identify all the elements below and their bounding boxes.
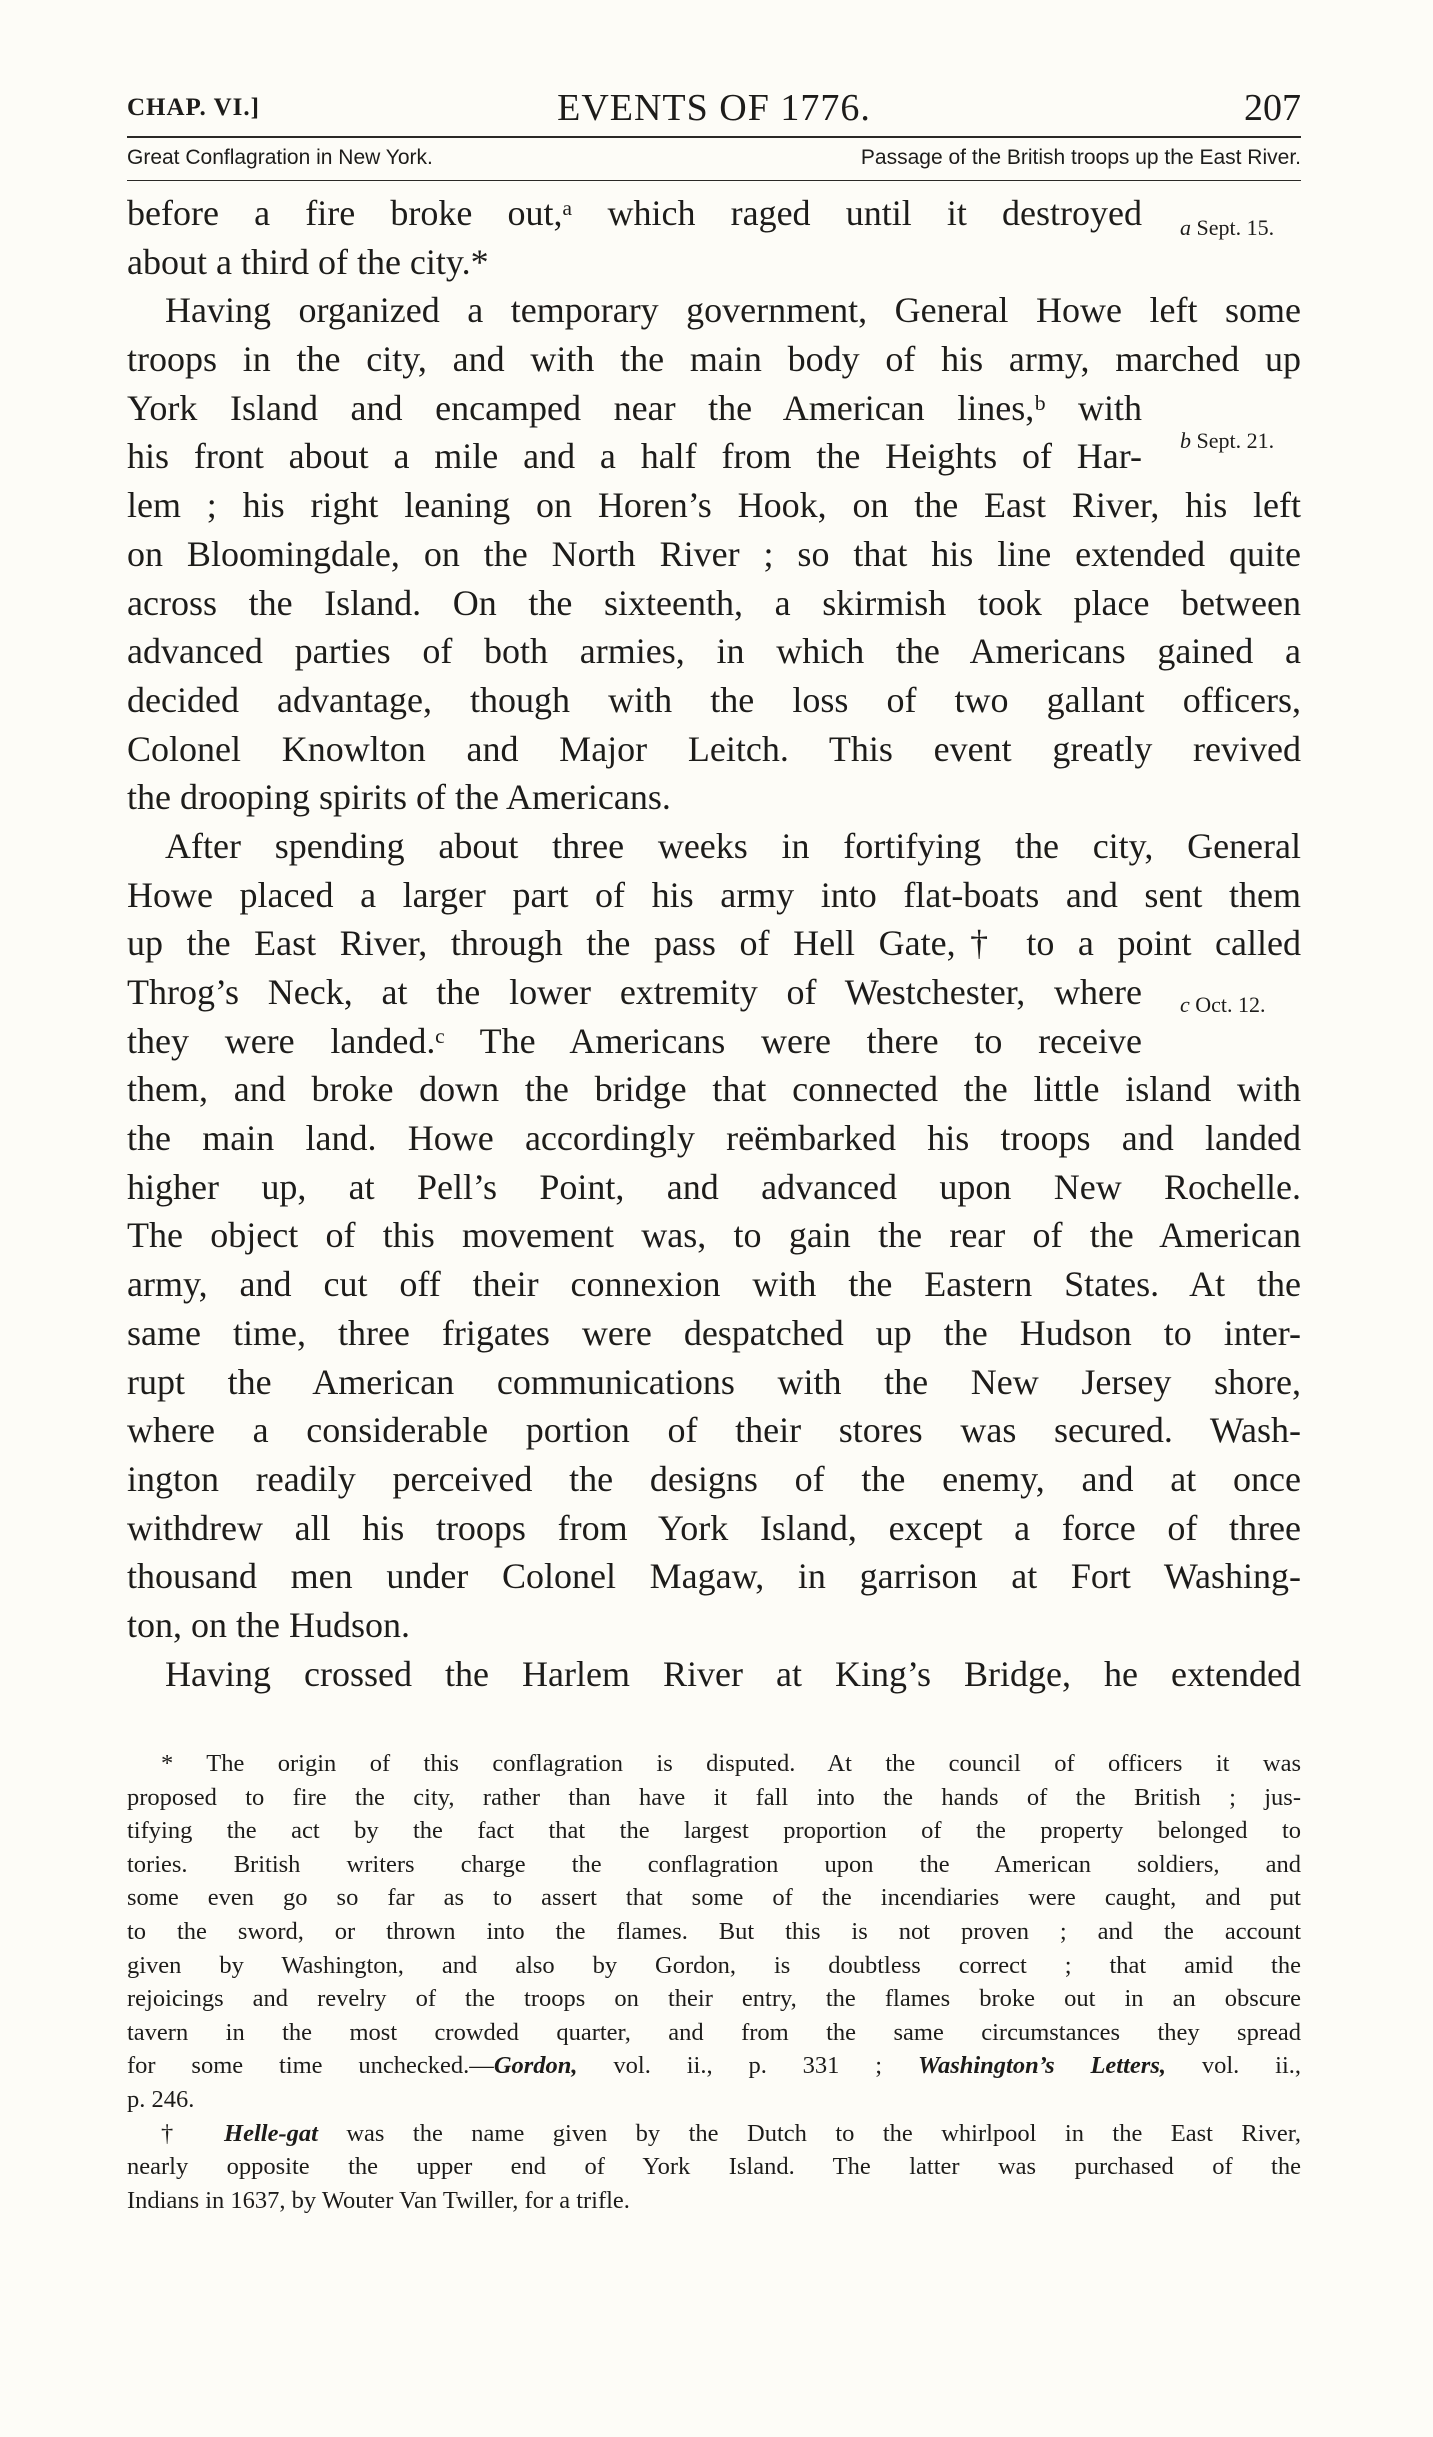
margin-note-letter: b — [1180, 428, 1191, 453]
text-line: Throg’s Neck, at the lower extremity of Westchester, where — [127, 972, 1142, 1012]
text-line: on Bloomingdale, on the North River ; so that his line extended quite — [127, 533, 1301, 574]
subhead-left: Great Conflagration in New York. — [127, 146, 433, 169]
chapter-label: CHAP. VI.] — [127, 94, 260, 121]
text-line: rupt the American communications with the New Jersey shore, — [127, 1361, 1301, 1402]
text-line: York Island and encamped near the American lines,ᵇ with — [127, 387, 1142, 428]
text-line: After spending about three weeks in fortifying the city, General — [165, 825, 1301, 866]
citation-gordon-ref: vol. ii., p. 331 ; — [577, 2052, 918, 2080]
footnote-line: tories. British writers charge the conflagration upon the American soldiers, and — [127, 1850, 1301, 1878]
text-line: them, and broke down the bridge that connected the little island with — [127, 1069, 1301, 1110]
page-title: EVENTS OF 1776. — [557, 87, 871, 129]
running-header — [127, 86, 1301, 134]
text-line: Colonel Knowlton and Major Leitch. This event greatly revived — [127, 728, 1301, 769]
subhead-right: Passage of the British troops up the East River. — [860, 146, 1301, 169]
text-line: across the Island. On the sixteenth, a skirmish took place between — [127, 582, 1301, 623]
footnote-line: p. 246. — [127, 2085, 195, 2113]
body-text — [127, 189, 1301, 1698]
footnote-text: for some time unchecked.— — [127, 2052, 494, 2080]
margin-note-b — [1180, 428, 1274, 454]
text-line: ington readily perceived the designs of the enemy, and at once — [127, 1458, 1301, 1499]
citation-letters: Washington’s Letters, — [917, 2052, 1166, 2080]
text-line: troops in the city, and with the main body of his army, marched up — [127, 339, 1301, 380]
text-line: Having crossed the Harlem River at King’s Bridge, he extended — [165, 1653, 1301, 1694]
hellegat-text: was the name given by the Dutch to the whirlpool in the East River, — [317, 2119, 1301, 2147]
text-line: higher up, at Pell’s Point, and advanced upon New Rochelle. — [127, 1166, 1301, 1207]
text-line: where a considerable portion of their stores was secured. Wash- — [127, 1410, 1301, 1451]
footnote-line: Indians in 1637, by Wouter Van Twiller, for a trifle. — [127, 2186, 630, 2214]
margin-note-letter: a — [1180, 215, 1191, 240]
margin-note-a — [1180, 215, 1274, 241]
running-subheader — [127, 146, 1301, 176]
text-line: The object of this movement was, to gain the rear of the American — [127, 1215, 1301, 1256]
text-line: Howe placed a larger part of his army into flat-boats and sent them — [127, 874, 1301, 915]
hellegat-term: Helle-gat — [224, 2119, 318, 2147]
page-number: 207 — [1244, 87, 1301, 129]
text-line: thousand men under Colonel Magaw, in garrison at Fort Washing- — [127, 1556, 1301, 1597]
footnote-line: * The origin of this conflagration is disputed. At the council of officers it was — [161, 1750, 1301, 1777]
margin-note-letter: c — [1180, 992, 1190, 1017]
footnote-line: rejoicings and revelry of the troops on their entry, the flames broke out in an obscure — [127, 1985, 1301, 2013]
footnote-line: nearly opposite the upper end of York Island. The latter was purchased of the — [127, 2153, 1301, 2181]
text-line: the main land. Howe accordingly reëmbarked his troops and landed — [127, 1118, 1301, 1159]
footnote-line: some even go so far as to assert that some of the incendiaries were caught, and put — [127, 1884, 1301, 1912]
citation-letters-ref: vol. ii., — [1166, 2052, 1302, 2080]
footnote-line: tifying the act by the fact that the largest proportion of the property belonged to — [127, 1817, 1301, 1845]
footnote-hellegat-line — [127, 2117, 1301, 2151]
footnote-citation-line — [127, 2049, 1301, 2083]
text-line: advanced parties of both armies, in which the Americans gained a — [127, 631, 1301, 672]
footnotes — [127, 1747, 1301, 2217]
text-line: army, and cut off their connexion with the Eastern States. At the — [127, 1264, 1301, 1305]
text-line: withdrew all his troops from York Island, except a force of three — [127, 1507, 1301, 1548]
margin-note-date: Oct. 12. — [1195, 992, 1266, 1017]
margin-note-c — [1180, 992, 1266, 1018]
footnote-line: given by Washington, and also by Gordon, is doubtless correct ; that amid the — [127, 1951, 1301, 1979]
text-line: lem ; his right leaning on Horen’s Hook, on the East River, his left — [127, 485, 1301, 526]
text-line: they were landed.ᶜ The Americans were there to receive — [127, 1020, 1142, 1061]
text-line: up the East River, through the pass of Hell Gate,† to a point called — [127, 923, 1301, 964]
margin-note-date: Sept. 21. — [1196, 428, 1275, 453]
citation-gordon: Gordon, — [493, 2052, 578, 2080]
text-line: decided advantage, though with the loss of two gallant officers, — [127, 679, 1301, 720]
text-line: Having organized a temporary government, General Howe left some — [165, 290, 1301, 331]
text-line: ton, on the Hudson. — [127, 1604, 410, 1645]
text-line: before a fire broke out,ᵃ which raged until it destroyed — [127, 193, 1142, 233]
footnote-dagger: † — [161, 2119, 225, 2147]
margin-note-date: Sept. 15. — [1196, 215, 1275, 240]
subheader-rule — [127, 180, 1301, 181]
text-line: about a third of the city.* — [127, 241, 489, 282]
text-line: the drooping spirits of the Americans. — [127, 777, 671, 818]
footnote-line: tavern in the most crowded quarter, and from the same circumstances they spread — [127, 2018, 1301, 2046]
text-line: his front about a mile and a half from the Heights of Har- — [127, 436, 1142, 477]
footnote-line: proposed to fire the city, rather than have it fall into the hands of the British ; jus- — [127, 1783, 1301, 1811]
text-line: same time, three frigates were despatched up the Hudson to inter- — [127, 1312, 1301, 1353]
header-rule — [127, 136, 1301, 138]
footnote-line: to the sword, or thrown into the flames. But this is not proven ; and the account — [127, 1917, 1301, 1945]
